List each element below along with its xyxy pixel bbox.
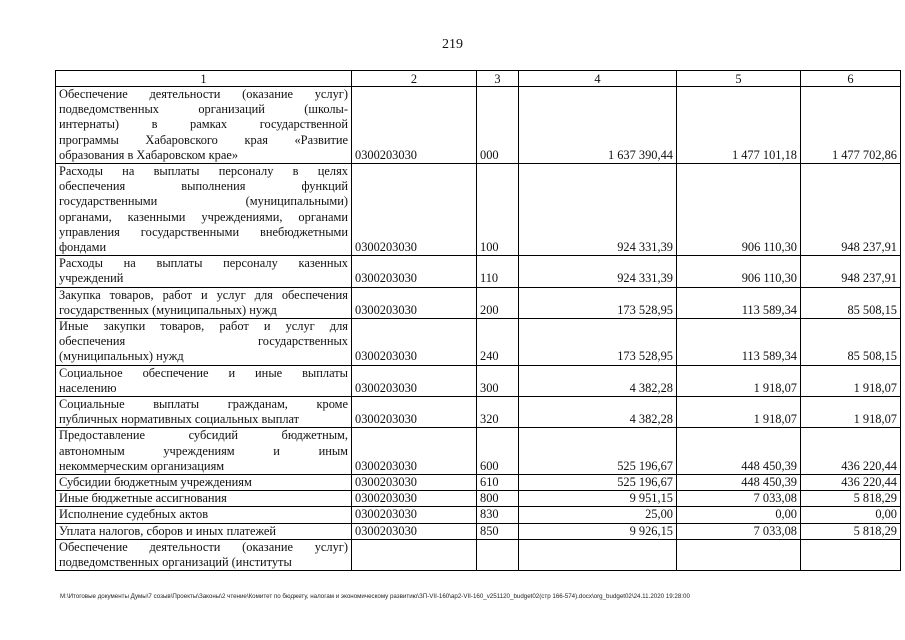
target-article-code: 0300203030 bbox=[352, 365, 477, 396]
description-line: Иные закупки товаров, работ и услуг для bbox=[59, 319, 348, 334]
target-article-code: 0300203030 bbox=[352, 256, 477, 287]
amount-year-1: 924 331,39 bbox=[519, 256, 677, 287]
amount-year-3: 1 918,07 bbox=[801, 397, 901, 428]
table-row bbox=[56, 507, 901, 523]
table-row bbox=[56, 164, 901, 256]
amount-year-2: 448 450,39 bbox=[677, 475, 801, 491]
amount-year-1: 525 196,67 bbox=[519, 428, 677, 475]
target-article-code: 0300203030 bbox=[352, 287, 477, 318]
description-line: государственными (муниципальными) bbox=[59, 194, 348, 209]
target-article-code: 0300203030 bbox=[352, 428, 477, 475]
description-line: образования в Хабаровском крае» bbox=[59, 147, 239, 162]
amount-year-3: 1 477 702,86 bbox=[801, 87, 901, 164]
amount-year-3: 85 508,15 bbox=[801, 287, 901, 318]
expense-type-code: 850 bbox=[477, 523, 519, 539]
amount-year-2 bbox=[677, 539, 801, 570]
header-row bbox=[56, 71, 901, 87]
description-line: государственных (муниципальных) нужд bbox=[59, 302, 277, 317]
amount-year-1: 1 637 390,44 bbox=[519, 87, 677, 164]
amount-year-3: 5 818,29 bbox=[801, 523, 901, 539]
row-description bbox=[56, 491, 352, 507]
description-line: Обеспечение деятельности (оказание услуг) bbox=[59, 539, 348, 554]
description-line: Субсидии бюджетным учреждениям bbox=[59, 475, 252, 490]
row-description bbox=[56, 164, 352, 256]
expense-type-code: 800 bbox=[477, 491, 519, 507]
amount-year-2: 1 477 101,18 bbox=[677, 87, 801, 164]
page-number: 219 bbox=[442, 37, 463, 52]
amount-year-1: 4 382,28 bbox=[519, 397, 677, 428]
file-path-footer: M:\Итоговые документы Думы\7 созыв\Проекты\Законы\2 чтение\Комитет по бюджету, налогам и экономическому развитию\ЗП-VII-160\ap2-VII-160_v251120_budget02(стр 166-574).docx\org_budget02\24.11.2020 19:28:00 bbox=[60, 593, 690, 600]
amount-year-2: 7 033,08 bbox=[677, 523, 801, 539]
amount-year-1: 9 926,15 bbox=[519, 523, 677, 539]
description-line: Исполнение судебных актов bbox=[59, 507, 209, 522]
amount-year-3: 5 818,29 bbox=[801, 491, 901, 507]
table-row bbox=[56, 491, 901, 507]
amount-year-2: 906 110,30 bbox=[677, 164, 801, 256]
target-article-code: 0300203030 bbox=[352, 475, 477, 491]
amount-year-3: 948 237,91 bbox=[801, 256, 901, 287]
description-line: управления государственными внебюджетными bbox=[59, 224, 348, 239]
target-article-code: 0300203030 bbox=[352, 507, 477, 523]
expense-type-code: 600 bbox=[477, 428, 519, 475]
expense-type-code: 100 bbox=[477, 164, 519, 256]
expense-type-code: 610 bbox=[477, 475, 519, 491]
amount-year-1: 525 196,67 bbox=[519, 475, 677, 491]
row-description bbox=[56, 428, 352, 475]
amount-year-2: 1 918,07 bbox=[677, 365, 801, 396]
target-article-code bbox=[352, 539, 477, 570]
description-line: публичных нормативных социальных выплат bbox=[59, 412, 300, 427]
description-line: Предоставление субсидий бюджетным, bbox=[59, 428, 348, 443]
budget-table bbox=[55, 70, 901, 571]
table-row bbox=[56, 539, 901, 570]
description-line: Обеспечение деятельности (оказание услуг) bbox=[59, 87, 348, 101]
description-line: некоммерческим организациям bbox=[59, 458, 225, 473]
row-description bbox=[56, 507, 352, 523]
amount-year-3: 0,00 bbox=[801, 507, 901, 523]
row-description bbox=[56, 87, 352, 164]
description-line: фондами bbox=[59, 240, 107, 255]
amount-year-3: 1 918,07 bbox=[801, 365, 901, 396]
column-header: 4 bbox=[519, 71, 677, 87]
amount-year-2: 1 918,07 bbox=[677, 397, 801, 428]
amount-year-1: 924 331,39 bbox=[519, 164, 677, 256]
amount-year-3: 948 237,91 bbox=[801, 164, 901, 256]
expense-type-code bbox=[477, 539, 519, 570]
column-header: 2 bbox=[352, 71, 477, 87]
amount-year-1: 25,00 bbox=[519, 507, 677, 523]
target-article-code: 0300203030 bbox=[352, 87, 477, 164]
table-row bbox=[56, 365, 901, 396]
description-line: учреждений bbox=[59, 271, 124, 286]
description-line: автономным учреждениям и иным bbox=[59, 443, 348, 458]
row-description bbox=[56, 523, 352, 539]
row-description bbox=[56, 475, 352, 491]
amount-year-1: 173 528,95 bbox=[519, 287, 677, 318]
row-description bbox=[56, 397, 352, 428]
expense-type-code: 830 bbox=[477, 507, 519, 523]
table-row bbox=[56, 523, 901, 539]
description-line: Уплата налогов, сборов и иных платежей bbox=[59, 523, 277, 538]
table-row bbox=[56, 475, 901, 491]
amount-year-1: 173 528,95 bbox=[519, 319, 677, 366]
amount-year-3: 436 220,44 bbox=[801, 428, 901, 475]
amount-year-3 bbox=[801, 539, 901, 570]
description-line: Иные бюджетные ассигнования bbox=[59, 491, 227, 506]
expense-type-code: 000 bbox=[477, 87, 519, 164]
amount-year-1: 4 382,28 bbox=[519, 365, 677, 396]
amount-year-2: 113 589,34 bbox=[677, 287, 801, 318]
table-row bbox=[56, 428, 901, 475]
expense-type-code: 240 bbox=[477, 319, 519, 366]
target-article-code: 0300203030 bbox=[352, 523, 477, 539]
column-header: 1 bbox=[56, 71, 352, 87]
amount-year-2: 0,00 bbox=[677, 507, 801, 523]
description-line: программы Хабаровского края «Развитие bbox=[59, 132, 348, 147]
amount-year-2: 448 450,39 bbox=[677, 428, 801, 475]
table-row bbox=[56, 287, 901, 318]
description-line: Социальные выплаты гражданам, кроме bbox=[59, 397, 348, 412]
target-article-code: 0300203030 bbox=[352, 397, 477, 428]
description-line: населению bbox=[59, 380, 117, 395]
table-row bbox=[56, 397, 901, 428]
table-row bbox=[56, 319, 901, 366]
row-description bbox=[56, 539, 352, 570]
description-line: обеспечения государственных bbox=[59, 334, 348, 349]
description-line: органами, казенными учреждениями, органами bbox=[59, 209, 348, 224]
description-line: подведомственных организаций (институты bbox=[59, 555, 292, 570]
table-row bbox=[56, 87, 901, 164]
target-article-code: 0300203030 bbox=[352, 319, 477, 366]
description-line: Социальное обеспечение и иные выплаты bbox=[59, 365, 348, 380]
expense-type-code: 200 bbox=[477, 287, 519, 318]
description-line: интернаты) в рамках государственной bbox=[59, 117, 348, 132]
amount-year-2: 7 033,08 bbox=[677, 491, 801, 507]
column-header: 3 bbox=[477, 71, 519, 87]
table-row bbox=[56, 256, 901, 287]
amount-year-2: 113 589,34 bbox=[677, 319, 801, 366]
description-line: подведомственных организаций (школы- bbox=[59, 102, 348, 117]
description-line: (муниципальных) нужд bbox=[59, 349, 184, 364]
description-line: Закупка товаров, работ и услуг для обеспечения bbox=[59, 287, 348, 302]
amount-year-1: 9 951,15 bbox=[519, 491, 677, 507]
amount-year-3: 85 508,15 bbox=[801, 319, 901, 366]
description-line: Расходы на выплаты персоналу в целях bbox=[59, 164, 348, 179]
row-description bbox=[56, 365, 352, 396]
expense-type-code: 300 bbox=[477, 365, 519, 396]
amount-year-2: 906 110,30 bbox=[677, 256, 801, 287]
column-header: 6 bbox=[801, 71, 901, 87]
column-header: 5 bbox=[677, 71, 801, 87]
target-article-code: 0300203030 bbox=[352, 164, 477, 256]
row-description bbox=[56, 256, 352, 287]
expense-type-code: 110 bbox=[477, 256, 519, 287]
expense-type-code: 320 bbox=[477, 397, 519, 428]
row-description bbox=[56, 319, 352, 366]
amount-year-3: 436 220,44 bbox=[801, 475, 901, 491]
row-description bbox=[56, 287, 352, 318]
description-line: Расходы на выплаты персоналу казенных bbox=[59, 256, 348, 271]
target-article-code: 0300203030 bbox=[352, 491, 477, 507]
amount-year-1 bbox=[519, 539, 677, 570]
description-line: обеспечения выполнения функций bbox=[59, 179, 348, 194]
